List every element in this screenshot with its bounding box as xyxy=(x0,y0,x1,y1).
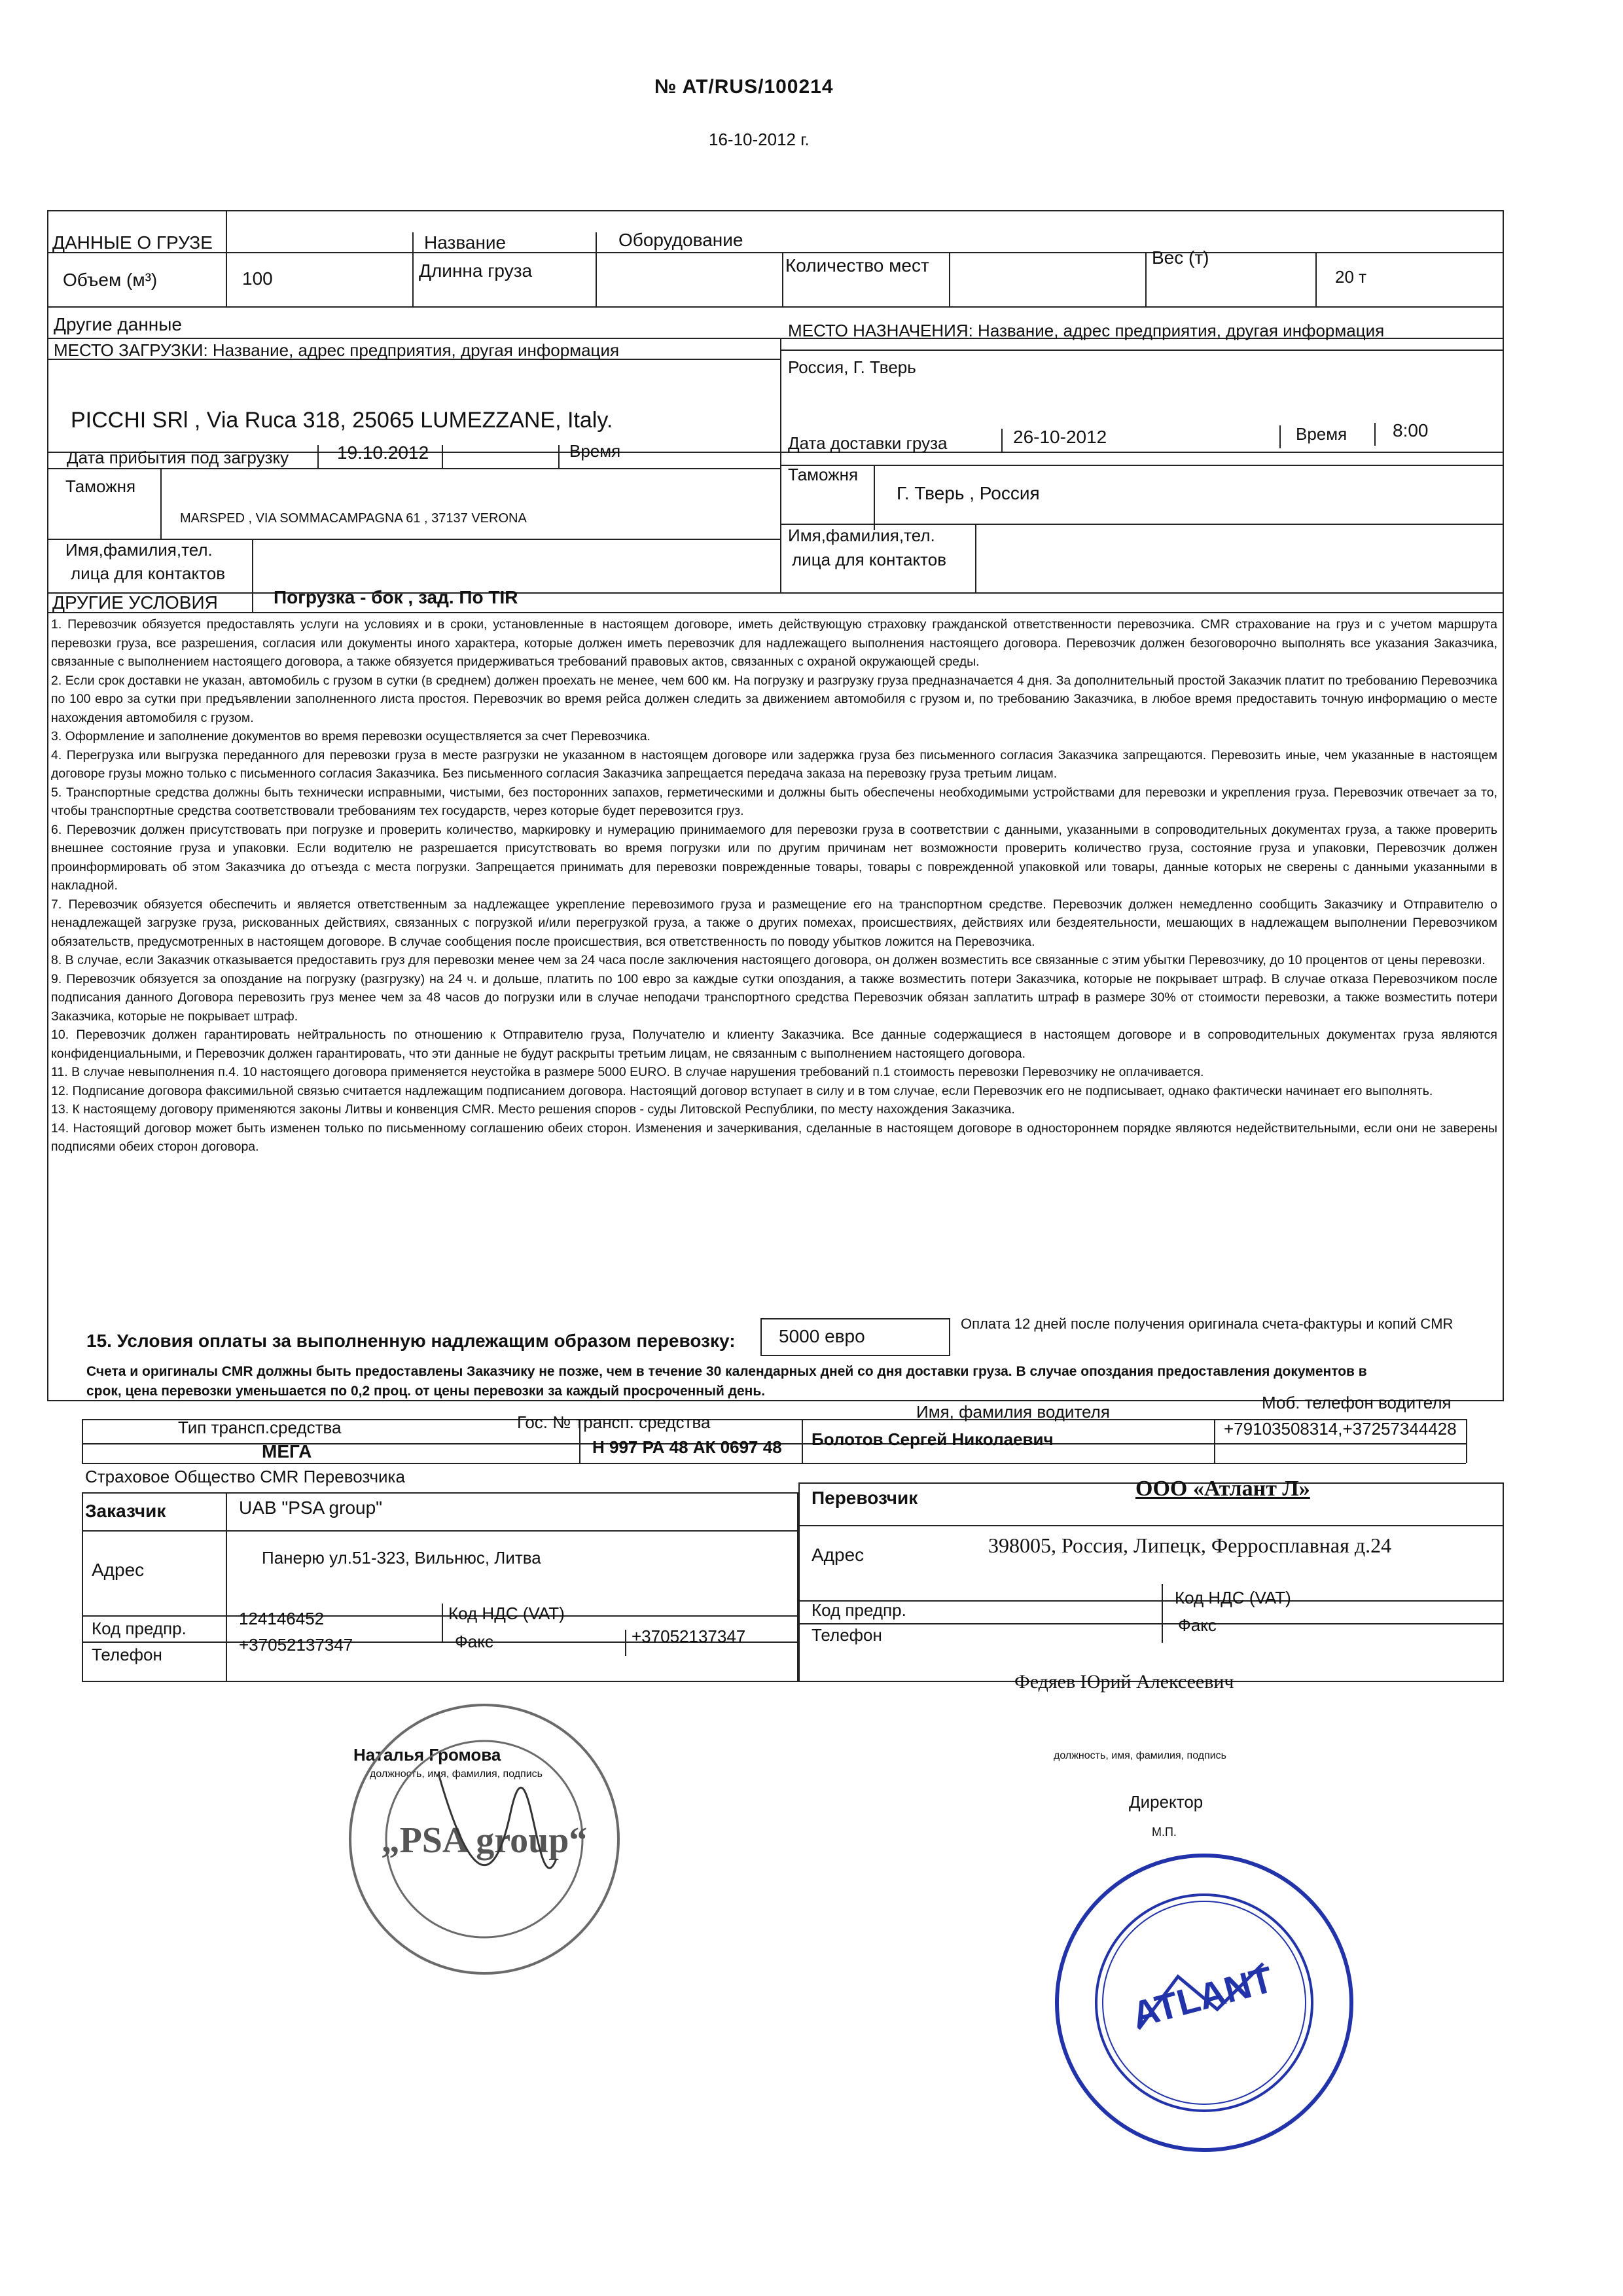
customer-code-label: Код предпр. xyxy=(92,1619,187,1638)
carrier-name: ООО «Атлант Л» xyxy=(1135,1477,1310,1501)
destination-contact-label-2: лица для контактов xyxy=(792,550,947,569)
vehicle-reg-label: Гос. № трансп. средства xyxy=(517,1412,711,1432)
carrier-position: Директор xyxy=(1129,1792,1204,1812)
condition-5: 5. Транспортные средства должны быть технически исправными, чистыми, без посторонних запахов, герметическими и должны быть обеспечены необходимыми устройствами для перевозки и укрепления груза. Перевозчик отвечает за то, чтобы транспортные средства соответствовали требованиям тех государств, через которые будет перевозится груз. xyxy=(51,785,1497,818)
loading-contact-label-2: лица для контактов xyxy=(71,564,226,583)
customer-phone-label: Телефон xyxy=(92,1645,162,1664)
customer-phone: +37052137347 xyxy=(239,1635,353,1655)
cargo-weight-label: Вес (т) xyxy=(1152,247,1209,268)
condition-10: 10. Перевозчик должен гарантировать нейтральность по отношению к Отправителю груза, Получателю и клиенту Заказчика. Все данные содержащиеся в настоящем договоре и в сопроводительных документах груза являются конфиденциальными, и Перевозчик должен гарантировать, что эти данные не будут раскрыты третьим лицам, не связанным с выполнением настоящего договора. xyxy=(51,1028,1497,1061)
destination-time-value: 8:00 xyxy=(1393,420,1429,440)
vehicle-driver-label: Имя, фамилия водителя xyxy=(916,1402,1110,1422)
vehicle-driver-value: Болотов Сергей Николаевич xyxy=(812,1429,1054,1449)
cargo-name-label: Название xyxy=(424,232,507,253)
customer-sign-caption: должность, имя, фамилия, подпись xyxy=(370,1768,543,1780)
carrier-frame xyxy=(798,1482,1504,1682)
carrier-vat-label: Код НДС (VAT) xyxy=(1175,1588,1291,1607)
loading-section-label: МЕСТО ЗАГРУЗКИ: Название, адрес предприятия, другая информация xyxy=(54,340,620,360)
destination-section-label: МЕСТО НАЗНАЧЕНИЯ: Название, адрес предприятия, другая информация xyxy=(788,321,1385,340)
condition-11: 11. В случае невыполнения п.4. 10 настоящего договора применяется неустойка в размере 5000 EURO. В случае нарушения требований п.1 стоимость перевозки Перевозчику не оплачивается. xyxy=(51,1065,1204,1079)
destination-time-label: Время xyxy=(1296,424,1347,444)
cargo-other-label: Другие данные xyxy=(54,314,182,334)
cargo-volume-value: 100 xyxy=(242,268,273,289)
cargo-name-value: Оборудование xyxy=(618,230,743,250)
carrier-label: Перевозчик xyxy=(812,1488,918,1508)
destination-customs-value: Г. Тверь , Россия xyxy=(897,483,1040,503)
destination-delivery-label: Дата доставки груза xyxy=(788,433,948,453)
condition-4: 4. Перегрузка или выгрузка переданного для перевозки груза в месте разгрузки не указанном в настоящем договоре или задержка груза без письменного согласия Заказчика запрещаются. Перевозить иные, чем указанные в настоящем договоре грузы можно только с письменного согласия Заказчика. Без письменного согласия Заказчика запрещается передача заказа на перевозку груза третьим лицам. xyxy=(51,747,1497,781)
psa-stamp-text: „PSA group“ xyxy=(381,1820,588,1861)
loading-contact-label-1: Имя,фамилия,тел. xyxy=(65,540,213,560)
loading-time-label: Время xyxy=(569,441,621,461)
vehicle-phone-value: +79103508314,+37257344428 xyxy=(1224,1419,1457,1439)
condition-13: 13. К настоящему договору применяются законы Литвы и конвенция CMR. Место решения споров - суды Литовской Республики, по месту нахождения Заказчика. xyxy=(51,1102,1015,1117)
document-number: № AT/RUS/100214 xyxy=(654,76,834,98)
condition-7: 7. Перевозчик обязуется обеспечить и является ответственным за надлежащее укрепление перевозимого груза и размещение его на транспортном средстве. Перевозчик должен немедленно сообщить Заказчику и Отправителю о ненадлежащей загрузке груза, рискованных действиях, связанных с погрузкой и/или перегрузкой груза, а также о других помехах, происшествиях, действиях или бездеятельности, мешающих в надлежащем выполнении Перевозчиком обязательств, предусмотренных в настоящем договоре. В случае сообщения после происшествия, вся ответственность по поводу убытков ложится на Перевозчика. xyxy=(51,897,1497,949)
contract-conditions xyxy=(51,615,1497,1157)
carrier-mp: М.П. xyxy=(1152,1825,1177,1839)
payment-note-2: срок, цена перевозки уменьшается по 0,2 проц. от цены перевозки за каждый просроченный день. xyxy=(86,1384,766,1399)
payment-terms: Оплата 12 дней после получения оригинала счета-фактуры и копий CMR xyxy=(961,1316,1454,1332)
payment-amount: 5000 евро xyxy=(779,1326,865,1346)
cargo-volume-label: Объем (м³) xyxy=(63,270,158,290)
destination-customs-label: Таможня xyxy=(788,465,859,484)
condition-12: 12. Подписание договора факсимильной связью считается надлежащим подписанием договора. Настоящий договор вступает в силу и в том случае, если Перевозчик его не подписывает, однако фактически начинает его выполнять. xyxy=(51,1083,1433,1098)
carrier-address-label: Адрес xyxy=(812,1545,865,1565)
vehicle-phone-label: Моб. телефон водителя xyxy=(1262,1393,1452,1412)
carrier-code-label: Код предпр. xyxy=(812,1600,906,1620)
cargo-section-label: ДАННЫЕ О ГРУЗЕ xyxy=(52,232,213,253)
payment-note-1: Счета и оригиналы CMR должны быть предоставлены Заказчику не позже, чем в течение 30 календарных дней со дня доставки груза. В случае опоздания предоставления документов в xyxy=(86,1364,1367,1379)
loading-customs-label: Таможня xyxy=(65,476,136,496)
other-conditions-label: ДРУГИЕ УСЛОВИЯ xyxy=(52,592,218,613)
vehicle-type-label: Тип трансп.средства xyxy=(178,1418,342,1437)
cargo-length-label: Длинна груза xyxy=(419,260,533,281)
condition-3: 3. Оформление и заполнение документов во время перевозки осуществляется за счет Перевозчика. xyxy=(51,729,651,744)
condition-6: 6. Перевозчик должен присутствовать при погрузке и проверить количество, маркировку и нумерацию принимаемого для перевозки груза в соответствии с данными, указанными в сопроводительных документах груза, а также проверить внешнее состояние груза и упаковки. Если водителю не разрешается присутствовать во время погрузки или по другим причинам нет возможности проверить количество груза, состояние груза и упаковки, Перевозчик должен проинформировать об этом Заказчика до отъезда с места погрузки. Запрещается принимать для перевозки поврежденные товары, товары с поврежденной упаковкой или товары, данные которых не сверены с данными указанными в накладной. xyxy=(51,822,1497,893)
customer-fax-label: Факс xyxy=(455,1632,493,1651)
customer-frame xyxy=(82,1492,798,1682)
psa-group-stamp xyxy=(340,1695,628,1983)
loading-customs-value: MARSPED , VIA SOMMACAMPAGNA 61 , 37137 VERONA xyxy=(180,511,527,526)
atlant-stamp-text: ATLANT xyxy=(1128,1958,1277,2036)
condition-14: 14. Настоящий договор может быть изменен только по письменному соглашению обеих сторон. Изменения и зачеркивания, сделанные в настоящем договоре в одностороннем порядке являются недействительными, если они не заверены подписями обеих сторон договора. xyxy=(51,1121,1497,1154)
cargo-weight-value: 20 т xyxy=(1335,267,1367,287)
condition-2: 2. Если срок доставки не указан, автомобиль с грузом в сутки (в среднем) должен проехать не менее, чем 600 км. На погрузку и разгрузку груза предназначается 4 дня. За дополнительный простой Заказчик платит по требованию Перевозчика по 100 евро за сутки при предъявлении заполненного листа простоя. Перевозчик во время рейса должен следить за движением автомобиля с грузом и, по требованию Заказчика, в любое время предоставить точную информацию о месте нахождения автомобиля с грузом. xyxy=(51,673,1497,725)
customer-address-label: Адрес xyxy=(92,1560,145,1580)
condition-9: 9. Перевозчик обязуется за опоздание на погрузку (разгрузку) на 24 ч. и дольше, платить по 100 евро за каждые сутки опоздания, а также возместить потери Заказчика, которые не покрывает штраф. В случае отказа Перевозчиком после подписания данного Договора перевозить груз менее чем за 48 часов до погрузки или в случае неподачи транспортного средства Перевозчик обязан заплатить штраф в размере 30% от стоимости перевозки, а также возместить потери Заказчика, которые не покрывает штраф. xyxy=(51,971,1497,1024)
document-date: 16-10-2012 г. xyxy=(709,130,810,149)
other-conditions-value: Погрузка - бок , зад. По TIR xyxy=(274,587,518,607)
customer-code: 124146452 xyxy=(239,1609,325,1628)
condition-8: 8. В случае, если Заказчик отказывается предоставить груз для перевозки менее чем за 24 часа после заключения настоящего договора, он должен возместить все связанные с этим убытки Перевозчику, до 10 процентов от цены перевозки. xyxy=(51,953,1486,967)
carrier-signer: Федяев Юрий Алексеевич xyxy=(1014,1671,1234,1693)
destination-contact-label-1: Имя,фамилия,тел. xyxy=(788,526,935,545)
customer-vat-label: Код НДС (VAT) xyxy=(448,1604,565,1623)
destination-address: Россия, Г. Тверь xyxy=(788,357,916,377)
condition-1: 1. Перевозчик обязуется предоставлять услуги на условиях и в сроки, установленные в настоящем договоре, иметь действующую страховку гражданской ответственности перевозчика. CMR страхование на груз и с учетом маршрута перевозки груза, все разрешения, согласия или документы иного характера, которые должен иметь перевозчик для надлежащего выполнения настоящего договора. Перевозчик должен безоговорочно выполнять все указания Заказчика, связанные с выполнением настоящего договора, а также обязуется придерживаться требований правовых актов, связанных с охраной окружающей среды. xyxy=(51,617,1497,669)
customer-label: Заказчик xyxy=(85,1501,166,1521)
payment-label: 15. Условия оплаты за выполненную надлежащим образом перевозку: xyxy=(86,1331,736,1351)
insurance-label: Страховое Общество CMR Перевозчика xyxy=(85,1467,405,1486)
vehicle-type-value: МЕГА xyxy=(262,1441,312,1462)
loading-arrival-label: Дата прибытия под загрузку xyxy=(67,448,289,467)
customer-signer: Наталья Громова xyxy=(353,1745,501,1765)
loading-arrival-value: 19.10.2012 xyxy=(337,442,429,463)
customer-fax: +37052137347 xyxy=(632,1626,746,1646)
carrier-fax-label: Факс xyxy=(1178,1615,1217,1635)
customer-name: UAB "PSA group" xyxy=(239,1498,383,1518)
destination-delivery-value: 26-10-2012 xyxy=(1013,427,1107,447)
customer-address: Панерю ул.51-323, Вильнюс, Литва xyxy=(262,1548,541,1568)
atlant-l-stamp xyxy=(1047,1846,1361,2160)
vehicle-reg-value: Н 997 РА 48 АК 0697 48 xyxy=(592,1437,782,1457)
carrier-address: 398005, Россия, Липецк, Ферросплавная д.24 xyxy=(988,1534,1392,1557)
cargo-places-label: Количество мест xyxy=(785,255,929,276)
loading-address: PICCHI SRl , Via Ruca 318, 25065 LUMEZZANE, Italy. xyxy=(71,408,613,433)
carrier-sign-caption: должность, имя, фамилия, подпись xyxy=(1054,1750,1227,1761)
carrier-phone-label: Телефон xyxy=(812,1625,882,1645)
